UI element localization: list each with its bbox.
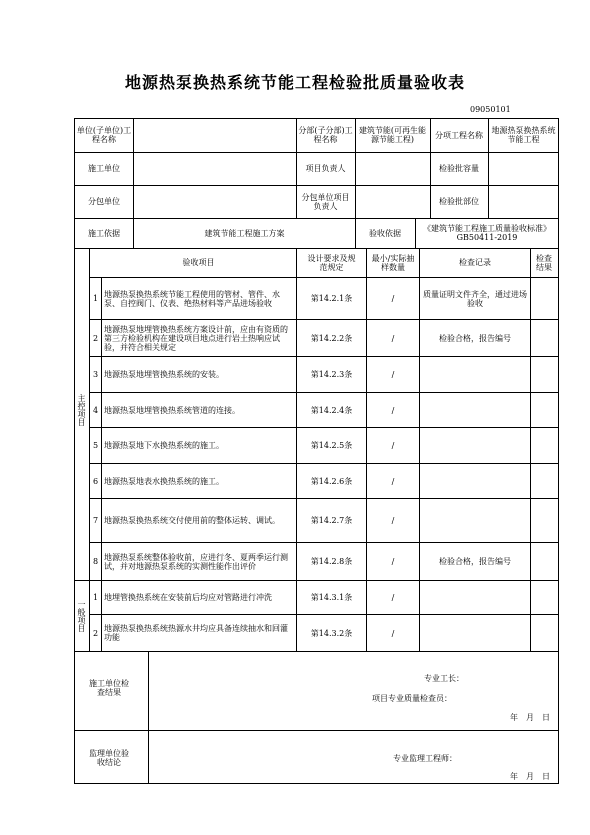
main-row-no: 7 [92, 516, 99, 525]
basis-value[interactable]: 建筑节能工程施工方案 [204, 228, 285, 238]
col-design-header: 设计要求及规范规定 [307, 253, 356, 272]
division-label: 分部(子分部)工程名称 [298, 126, 353, 144]
main-row-clause: 第14.2.3条 [310, 370, 353, 379]
main-row-clause: 第14.2.2条 [310, 333, 353, 343]
main-row-clause: 第14.2.4条 [310, 405, 353, 415]
main-row-clause: 第14.2.1条 [310, 294, 353, 303]
accept-basis-value[interactable]: 《建筑节能工程施工质量验收标准》GB50411-2019 [423, 224, 551, 242]
form-code: 09050101 [470, 105, 511, 114]
batch-capacity-value[interactable] [489, 153, 558, 184]
main-row-record: 检验合格，报告编号 [439, 557, 511, 566]
main-row-clause: 第14.2.7条 [310, 516, 353, 525]
main-row-no: 1 [92, 294, 99, 303]
main-row-record [420, 464, 530, 498]
subitem-label: 分项工程名称 [435, 130, 483, 140]
main-row-record [420, 499, 530, 542]
sub-lead-label: 分包单位项目负责人 [301, 192, 350, 211]
contractor-label: 施工单位 [88, 164, 120, 173]
contractor-value[interactable] [135, 153, 295, 184]
main-row-sample: / [391, 333, 395, 343]
main-row-no: 5 [92, 441, 99, 450]
main-row-no: 8 [92, 557, 99, 566]
main-items-label: 主控项目 [77, 394, 86, 426]
subcontractor-label: 分包单位 [88, 197, 120, 206]
unit-label: 单位(子单位)工程名称 [76, 126, 132, 144]
main-row-clause: 第14.2.8条 [310, 557, 353, 566]
main-row-sample: / [391, 405, 395, 415]
main-row-text: 地源热泵换热系统交付使用前的整体运转、调试。 [104, 516, 280, 525]
general-row-sample: / [391, 593, 395, 602]
batch-part-value[interactable] [489, 186, 558, 217]
main-row-no: 3 [92, 370, 99, 379]
main-row-text: 地源热泵地下水换热系统的施工。 [104, 441, 224, 450]
main-row-no: 2 [92, 333, 99, 343]
main-row-text: 地源热泵地埋管换热系统管道的连接。 [104, 405, 240, 415]
general-row-no: 2 [92, 628, 99, 638]
main-row-sample: / [391, 557, 395, 566]
sub-lead-value[interactable] [356, 186, 429, 217]
subitem-value[interactable]: 地源热泵换热系统节能工程 [491, 126, 556, 144]
general-row-clause: 第14.3.1条 [310, 593, 353, 602]
main-row-text: 地源热泵地表水换热系统的施工。 [104, 476, 224, 486]
batch-part-label: 检验批部位 [439, 197, 479, 206]
main-row-text: 地源热泵地埋管换热系统方案设计前，应由有资质的第三方检验机构在建设项目地点进行岩土热响应试验，并符合相关规定 [104, 324, 288, 352]
main-row-record [420, 393, 530, 427]
general-row-sample: / [391, 628, 395, 638]
accept-basis-label: 验收依据 [369, 228, 401, 238]
general-row-record [420, 615, 530, 651]
main-row-sample: / [391, 370, 395, 379]
batch-capacity-label: 检验批容量 [439, 164, 479, 173]
main-row-text: 地源热泵系统整体验收前，应进行冬、夏两季运行测试，并对地源热泵系统的实测性能作出评价 [104, 552, 288, 571]
qc-label: 项目专业质量检查员： [372, 693, 452, 703]
contractor-date: 年 月 日 [510, 712, 550, 722]
col-result-header: 检查结果 [536, 253, 552, 272]
general-row-text: 地埋管换热系统在安装前后均应对管路进行冲洗 [104, 593, 272, 602]
main-row-no: 4 [92, 405, 99, 415]
engineer-label: 专业监理工程师： [393, 753, 457, 763]
col-record-header: 检查记录 [459, 258, 491, 267]
general-items-label: 一般项目 [77, 600, 86, 632]
main-row-record: 检验合格，报告编号 [439, 333, 511, 343]
main-row-record: 质量证明文件齐全，通过进场验收 [423, 289, 527, 308]
page-title: 地源热泵换热系统节能工程检验批质量验收表 [124, 73, 465, 92]
unit-value[interactable] [135, 120, 295, 150]
main-row-sample: / [391, 441, 395, 450]
main-row-no: 6 [92, 476, 99, 486]
subcontractor-value[interactable] [135, 186, 295, 217]
supervisor-date: 年 月 日 [510, 771, 550, 781]
col-sample-header: 最小/实际抽样数量 [371, 253, 415, 272]
general-row-clause: 第14.3.2条 [310, 628, 353, 638]
project-lead-value[interactable] [356, 153, 429, 184]
supervisor-label: 监理单位验收结论 [89, 749, 129, 767]
main-row-record [420, 357, 530, 392]
general-row-no: 1 [92, 593, 99, 602]
main-row-sample: / [391, 294, 395, 303]
main-row-clause: 第14.2.6条 [310, 476, 353, 486]
project-lead-label: 项目负责人 [305, 164, 346, 173]
main-row-text: 地源热泵换热系统节能工程使用的管材、管件、水泵、自控阀门、仪表、绝热材料等产品进场验收 [104, 289, 280, 308]
division-value[interactable]: 建筑节能(可再生能源节能工程) [358, 126, 427, 144]
foreman-label: 专业工长： [424, 673, 464, 683]
main-row-sample: / [391, 516, 395, 525]
general-row-text: 地源热泵换热系统热源水井均应具备连续抽水和回灌功能 [104, 624, 288, 642]
main-row-clause: 第14.2.5条 [310, 441, 353, 450]
basis-label: 施工依据 [88, 228, 120, 238]
main-row-record [420, 428, 530, 463]
general-row-record [420, 581, 530, 614]
col-item-header: 验收项目 [182, 258, 215, 267]
contractor-result-label: 施工单位检查结果 [89, 679, 129, 697]
main-row-text: 地源热泵地埋管换热系统的安装。 [104, 370, 224, 379]
main-row-sample: / [391, 476, 395, 486]
